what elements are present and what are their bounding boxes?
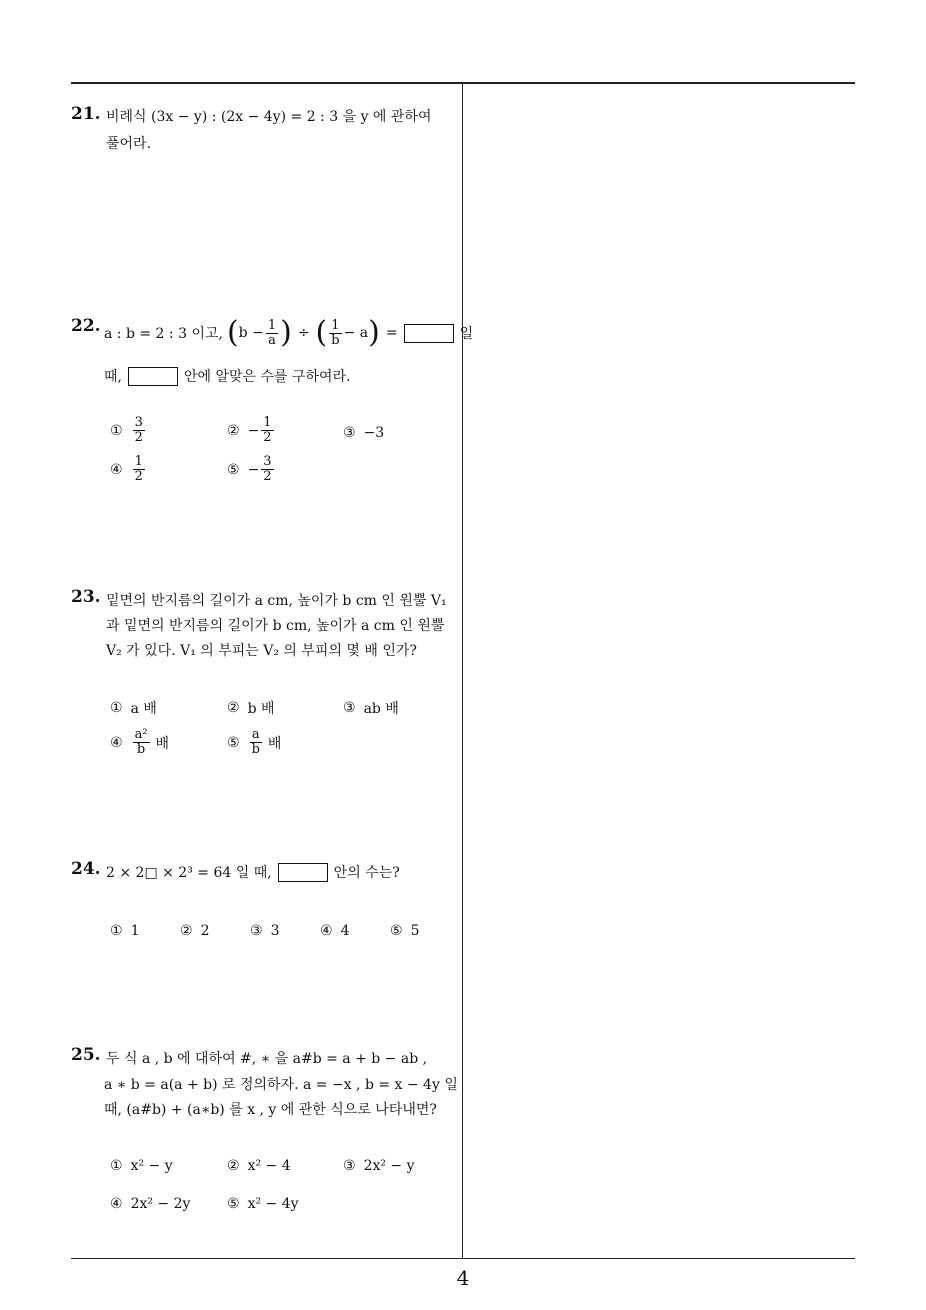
fraction-numerator: 1 — [331, 317, 340, 333]
option-fraction — [133, 728, 150, 757]
option-fraction — [261, 416, 273, 445]
option-text: −3 — [363, 425, 385, 441]
close-paren: ) — [280, 315, 292, 350]
option-text: 3 — [270, 923, 280, 939]
option-marker: ② — [227, 1158, 240, 1174]
fraction-numerator: a² — [134, 727, 148, 742]
close-paren: ) — [368, 315, 380, 350]
q24-option-1[interactable] — [110, 923, 139, 939]
question-23-line-3: V₂ 가 있다. V₁ 의 부피는 V₂ 의 부피의 몇 배 인가? — [106, 643, 417, 659]
q22-b-minus: b − — [238, 325, 264, 341]
answer-blank-box — [128, 367, 178, 386]
option-marker: ① — [110, 1158, 123, 1174]
question-25-number: 25. — [71, 1045, 101, 1065]
q24-option-5[interactable] — [390, 923, 419, 939]
option-marker: ④ — [320, 923, 333, 939]
q22-option-5[interactable] — [227, 455, 276, 484]
fraction-numerator: 1 — [267, 317, 277, 333]
fraction-numerator: 1 — [134, 454, 143, 469]
q23-option-3[interactable] — [343, 698, 399, 718]
fraction-denominator: b — [136, 742, 146, 757]
open-paren: ( — [226, 315, 239, 350]
q24-tail: 안의 수는? — [333, 865, 400, 881]
question-23-line-1: 밑면의 반지름의 길이가 a cm, 높이가 b cm 인 원뿔 V₁ — [106, 593, 447, 609]
question-25-line-3: 때, (a#b) + (a∗b) 를 x , y 에 관한 식으로 나타내면? — [104, 1102, 437, 1118]
q23-option-4[interactable] — [110, 728, 169, 757]
question-21-line-2: 풀어라. — [106, 136, 152, 152]
option-marker: ② — [180, 923, 193, 939]
option-text: b 배 — [247, 701, 275, 717]
option-marker: ① — [110, 923, 123, 939]
fraction-1-over-a — [266, 319, 278, 348]
q25-option-5[interactable] — [227, 1196, 299, 1212]
q22-line2-lead: 때, — [104, 369, 122, 385]
question-23-line-2: 과 밑면의 반지름의 길이가 b cm, 높이가 a cm 인 원뿔 — [106, 618, 445, 634]
q24-expression: 2 × 2□ × 2³ = 64 일 때, — [106, 865, 272, 881]
equals-sign: = — [385, 325, 398, 341]
fraction-denominator: 2 — [134, 469, 143, 484]
option-suffix: 배 — [155, 735, 170, 752]
q25-option-2[interactable] — [227, 1158, 291, 1174]
top-rule — [71, 82, 855, 84]
q22-line2-tail: 안에 알맞은 수를 구하여라. — [183, 369, 351, 385]
fraction-numerator: 1 — [263, 415, 272, 430]
option-text: x² − 4 — [247, 1158, 291, 1174]
question-24-line-1 — [106, 862, 400, 882]
fraction-denominator: b — [251, 742, 260, 757]
fraction-denominator: b — [331, 332, 340, 348]
q22-option-1[interactable] — [110, 416, 147, 445]
option-marker: ③ — [343, 700, 356, 716]
q25-option-3[interactable] — [343, 1158, 415, 1174]
option-marker: ⑤ — [227, 734, 240, 751]
bottom-rule — [71, 1258, 855, 1259]
q24-option-4[interactable] — [320, 923, 349, 939]
option-text: x² − y — [130, 1158, 173, 1174]
fraction-numerator: 3 — [134, 415, 143, 430]
question-23-number: 23. — [71, 587, 101, 607]
fraction-numerator: 3 — [263, 454, 272, 469]
option-marker: ③ — [343, 1158, 356, 1174]
q23-option-2[interactable] — [227, 698, 275, 718]
option-marker: ⑤ — [227, 461, 240, 478]
option-marker: ⑤ — [390, 923, 403, 939]
option-text: 4 — [340, 923, 350, 939]
open-paren: ( — [315, 315, 328, 350]
q22-condition: a : b = 2 : 3 이고, — [104, 326, 223, 342]
question-25-line-1: 두 식 a , b 에 대하여 #, ∗ 을 a#b = a + b − ab , — [106, 1051, 428, 1067]
q22-minus-a: − a — [343, 325, 369, 341]
option-fraction — [133, 416, 145, 445]
option-text: x² − 4y — [247, 1196, 299, 1212]
option-marker: ④ — [110, 461, 123, 478]
option-text: 2x² − 2y — [130, 1196, 191, 1212]
q23-option-5[interactable] — [227, 728, 281, 757]
fraction-denominator: 2 — [263, 469, 272, 484]
option-text: a 배 — [130, 701, 157, 717]
question-22-line-2 — [104, 366, 351, 386]
option-marker: ④ — [110, 734, 123, 751]
q25-option-1[interactable] — [110, 1158, 173, 1174]
q22-option-3[interactable] — [343, 425, 384, 441]
question-25-line-2: a ∗ b = a(a + b) 로 정의하자. a = −x , b = x − 4y 일 — [104, 1077, 458, 1093]
q24-option-2[interactable] — [180, 923, 209, 939]
q23-option-1[interactable] — [110, 698, 157, 718]
fraction-denominator: a — [268, 332, 276, 348]
option-suffix: 배 — [267, 735, 282, 752]
option-marker: ① — [110, 700, 123, 716]
option-text: 1 — [130, 923, 140, 939]
fraction-denominator: 2 — [134, 430, 143, 445]
option-fraction — [133, 455, 145, 484]
option-marker: ③ — [343, 425, 356, 441]
option-marker: ④ — [110, 1196, 123, 1212]
option-text: 2 — [200, 923, 210, 939]
q22-option-4[interactable] — [110, 455, 147, 484]
option-text: 2x² − y — [363, 1158, 415, 1174]
fraction-denominator: 2 — [263, 430, 272, 445]
option-fraction — [261, 455, 273, 484]
fraction-numerator: a — [251, 727, 260, 742]
option-text: ab 배 — [363, 701, 399, 717]
option-sign: − — [247, 422, 260, 439]
option-sign: − — [247, 461, 260, 478]
question-22-line-1 — [104, 315, 474, 350]
question-22-number: 22. — [71, 316, 101, 336]
option-fraction — [250, 728, 262, 757]
column-divider — [462, 83, 463, 1259]
option-marker: ③ — [250, 923, 263, 939]
option-marker: ① — [110, 422, 123, 439]
option-text: 5 — [410, 923, 420, 939]
option-marker: ② — [227, 700, 240, 716]
fraction-1-over-b — [329, 319, 341, 348]
answer-blank-box — [404, 324, 454, 343]
answer-blank-box — [278, 863, 328, 882]
option-marker: ② — [227, 422, 240, 439]
q22-tail: 일 — [459, 326, 474, 342]
question-21-line-1: 비례식 (3x − y) : (2x − 4y) = 2 : 3 을 y 에 관하여 — [106, 109, 432, 125]
question-21-number: 21. — [71, 104, 101, 124]
question-24-number: 24. — [71, 859, 101, 879]
divide-sign: ÷ — [297, 325, 310, 341]
option-marker: ⑤ — [227, 1196, 240, 1212]
q24-option-3[interactable] — [250, 923, 279, 939]
page-number: 4 — [456, 1266, 470, 1290]
q25-option-4[interactable] — [110, 1196, 190, 1212]
q22-option-2[interactable] — [227, 416, 276, 445]
